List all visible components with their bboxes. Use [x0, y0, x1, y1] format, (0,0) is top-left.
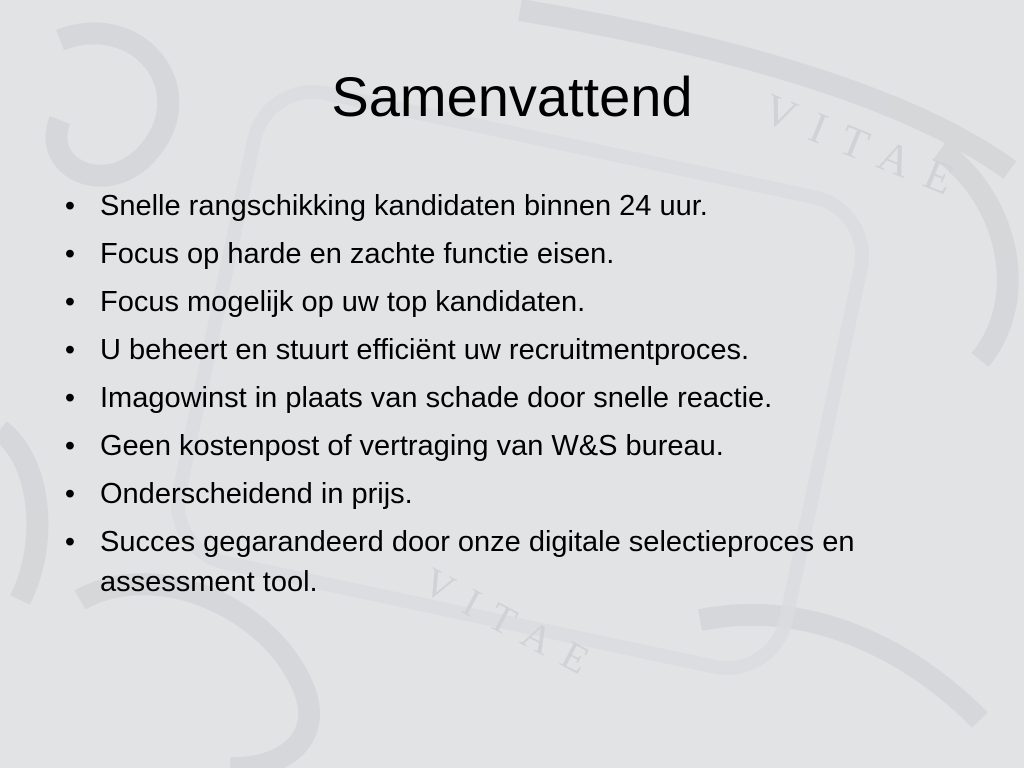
bullet-text: U beheert en stuurt efficiënt uw recruitmentproces. [100, 334, 750, 366]
bullet-icon: • [64, 382, 76, 414]
bullet-text: Imagowinst in plaats van schade door snelle reactie. [100, 382, 773, 414]
bullet-text: Geen kostenpost of vertraging van W&S bureau. [100, 430, 724, 462]
watermark-text-top: VITAE [756, 83, 978, 212]
bullet-icon: • [64, 238, 76, 270]
bullet-icon: • [64, 286, 76, 318]
list-item [60, 426, 960, 466]
list-item [60, 378, 960, 418]
list-item [60, 282, 960, 322]
list-item [60, 522, 960, 602]
bullet-icon: • [64, 190, 76, 222]
bullet-list [60, 186, 960, 610]
list-item [60, 474, 960, 514]
slide-title: Samenvattend [331, 65, 693, 128]
bullet-icon: • [64, 334, 76, 366]
list-item [60, 330, 960, 370]
bullet-text: Succes gegarandeerd door onze digitale selectieproces en assessment tool. [100, 526, 855, 598]
bullet-icon: • [64, 526, 76, 558]
bullet-icon: • [64, 430, 76, 462]
bullet-text: Focus op harde en zachte functie eisen. [100, 238, 615, 270]
watermark-text-bottom: VITAE [415, 558, 611, 691]
list-item [60, 234, 960, 274]
bullet-icon: • [64, 478, 76, 510]
bullet-text: Focus mogelijk op uw top kandidaten. [100, 286, 586, 318]
bullet-text: Snelle rangschikking kandidaten binnen 24 uur. [100, 190, 708, 222]
list-item [60, 186, 960, 226]
bullet-text: Onderscheidend in prijs. [100, 478, 413, 510]
